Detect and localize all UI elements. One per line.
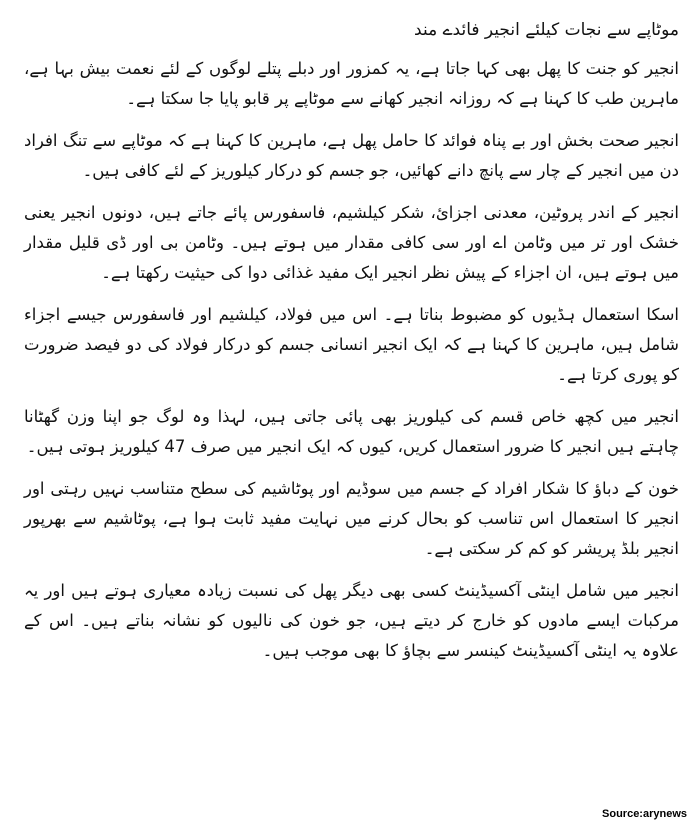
paragraph-7: انجیر میں شامل اینٹی آکسیڈینٹ کسی بھی دیگر پھل کی نسبت زیادہ معیاری ہوتے ہیں اور یہ مرکبات ایسے مادوں کو خارج کر دیتے ہیں، جو خون کی نالیوں کو نشانہ بناتے ہیں۔ اس کے علاوہ یہ اینٹی آکسیڈینٹ کینسر سے بچاؤ کا بھی موجب ہیں۔ <box>24 581 679 660</box>
source-credit: Source:arynews <box>602 808 687 820</box>
paragraph-3: انجیر کے اندر پروٹین، معدنی اجزائ، شکر کیلشیم، فاسفورس پائے جاتے ہیں، دونوں انجیر یعنی خشک اور تر میں وٹامن اے اور سی کافی مقدار میں ہوتے ہیں۔ وٹامن بی اور ڈی قلیل مقدار میں ہوتے ہیں، ان اجزاء کے پیش نظر انجیر ایک مفید غذائی دوا کی حیثیت رکھتا ہے۔ <box>24 203 679 282</box>
paragraph-1: انجیر کو جنت کا پھل بھی کہا جاتا ہے، یہ کمزور اور دبلے پتلے لوگوں کے لئے نعمت بیش بہا ہے، ماہرین طب کا کہنا ہے کہ روزانہ انجیر کھانے سے موٹاپے پر قابو پایا جا سکتا ہے۔ <box>24 59 679 108</box>
paragraph-6: خون کے دباؤ کا شکار افراد کے جسم میں سوڈیم اور پوٹاشیم کی سطح متناسب نہیں رہتی اور انجیر کا استعمال اس تناسب کو بحال کرنے میں نہایت مفید ثابت ہوا ہے، پوٹاشیم سے بھرپور انجیر بلڈ پریشر کو کم کر سکتی ہے۔ <box>24 479 679 558</box>
paragraph-2: انجیر صحت بخش اور بے پناہ فوائد کا حامل پھل ہے، ماہرین کا کہنا ہے کہ موٹاپے سے تنگ افراد دن میں انجیر کے چار سے پانچ دانے کھائیں، جو جسم کو درکار کیلوریز کے لئے کافی ہیں۔ <box>24 131 679 180</box>
paragraph-5: انجیر میں کچھ خاص قسم کی کیلوریز بھی پائی جاتی ہیں، لہذا وہ لوگ جو اپنا وزن گھٹانا چاہتے ہیں انجیر کا ضرور استعمال کریں، کیوں کہ ایک انجیر میں صرف 47 کیلوریز ہوتی ہیں۔ <box>24 407 679 456</box>
article-title: موٹاپے سے نجات کیلئے انجیر فائدے مند <box>414 20 679 40</box>
paragraph-4: اسکا استعمال ہڈیوں کو مضبوط بناتا ہے۔ اس میں فولاد، کیلشیم اور فاسفورس جیسے اجزاء شامل ہیں، ماہرین کا کہنا ہے کہ ایک انجیر انسانی جسم کو درکار فولاد کی دو فیصد ضرورت کو پوری کرتا ہے۔ <box>24 305 679 384</box>
